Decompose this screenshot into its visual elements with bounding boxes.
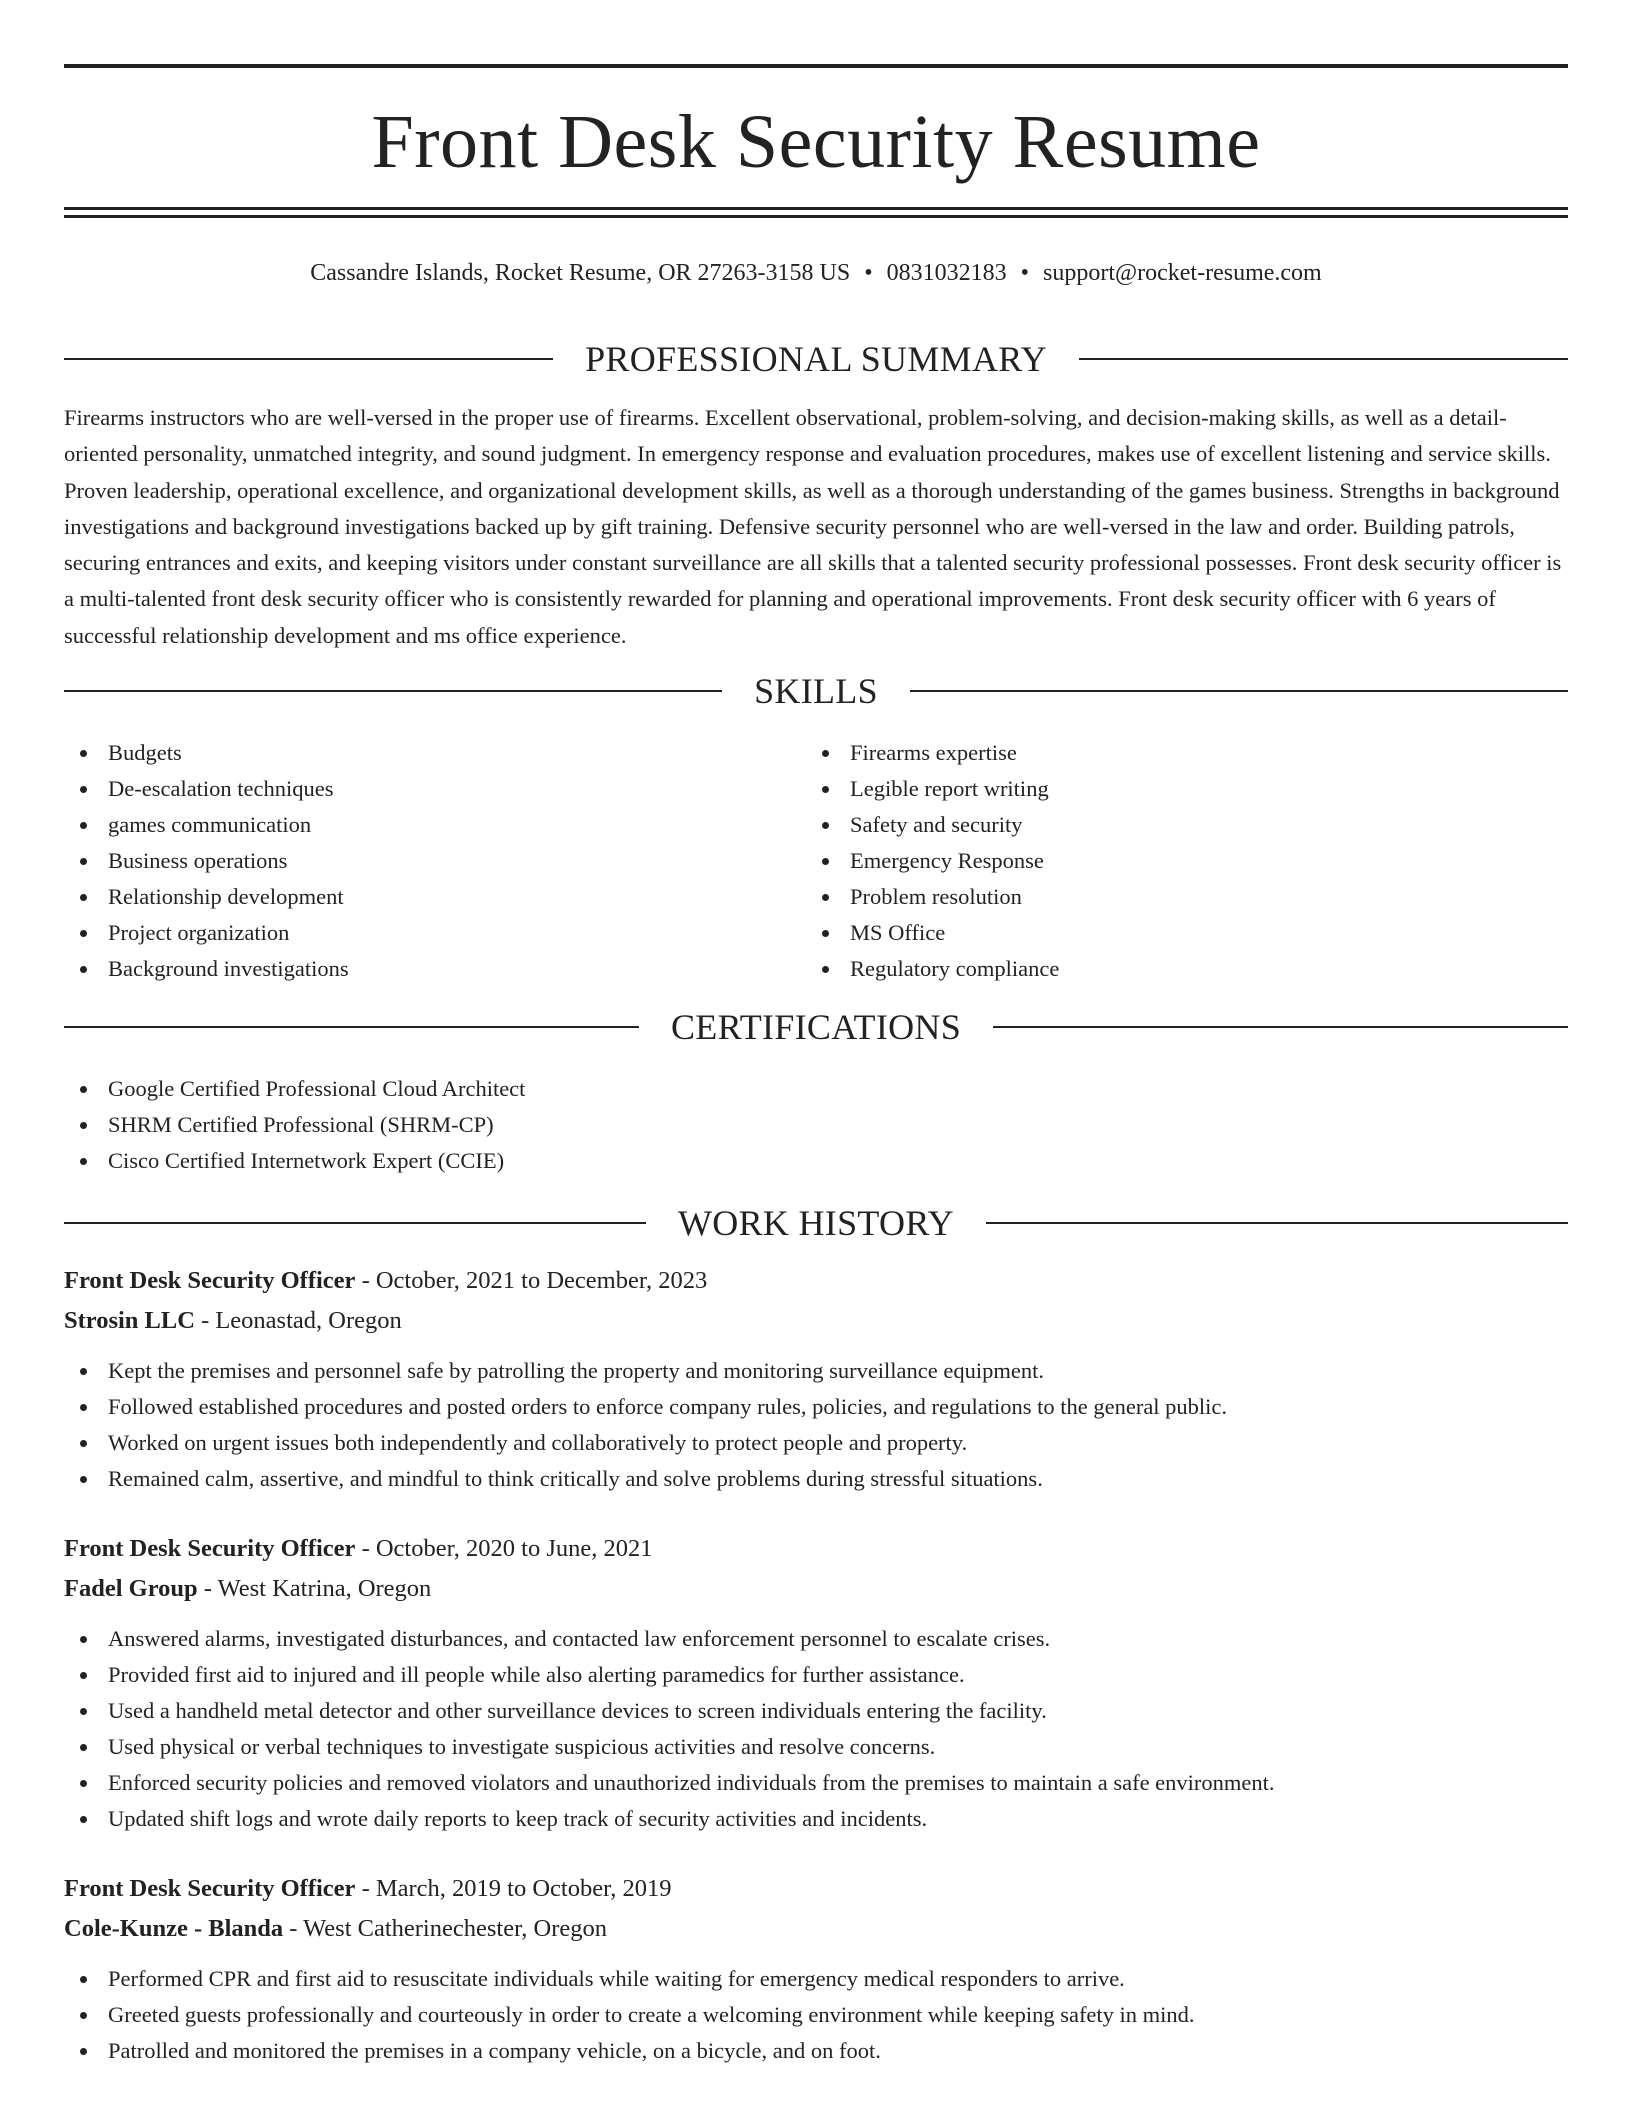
job-title-line <box>64 1529 1568 1569</box>
job-title: Front Desk Security Officer <box>64 1875 356 1903</box>
job-duty: Used a handheld metal detector and other surveillance devices to screen individuals entering the facility. <box>64 1693 1568 1729</box>
job-duty: Patrolled and monitored the premises in a company vehicle, on a bicycle, and on foot. <box>64 2033 1568 2069</box>
job-title: Front Desk Security Officer <box>64 1267 356 1295</box>
job-title-line <box>64 1869 1568 1909</box>
skill-item: Regulatory compliance <box>806 951 1548 987</box>
job-duty: Updated shift logs and wrote daily reports to keep track of security activities and incidents. <box>64 1801 1568 1837</box>
section-title: SKILLS <box>754 671 878 712</box>
certification-item: Cisco Certified Internetwork Expert (CCIE) <box>64 1143 1568 1179</box>
job-company-line <box>64 1909 1568 1949</box>
job-dates: - March, 2019 to October, 2019 <box>361 1875 672 1903</box>
resume-title: Front Desk Security Resume <box>371 100 1261 184</box>
job-duties-list <box>64 1961 1568 2069</box>
contact-phone: 0831032183 <box>886 260 1007 286</box>
skill-item: Background investigations <box>64 951 806 987</box>
job-company: Strosin LLC <box>64 1307 195 1335</box>
skills-list-left <box>64 735 806 987</box>
job-location: - West Katrina, Oregon <box>203 1575 432 1603</box>
section-title: PROFESSIONAL SUMMARY <box>585 339 1047 379</box>
contact-line <box>64 256 1568 290</box>
skill-item: Safety and security <box>806 807 1548 843</box>
job-duty: Answered alarms, investigated disturbances, and contacted law enforcement personnel to escalate crises. <box>64 1621 1568 1657</box>
job-duty: Kept the premises and personnel safe by patrolling the property and monitoring surveillance equipment. <box>64 1353 1568 1389</box>
job-duty: Worked on urgent issues both independently and collaboratively to protect people and property. <box>64 1425 1568 1461</box>
certification-item: Google Certified Professional Cloud Architect <box>64 1071 1568 1107</box>
job-title: Front Desk Security Officer <box>64 1535 356 1563</box>
job-location: - West Catherinechester, Oregon <box>289 1915 607 1943</box>
skill-item: games communication <box>64 807 806 843</box>
skills-grid <box>64 735 1568 987</box>
job-duty: Remained calm, assertive, and mindful to think critically and solve problems during stressful situations. <box>64 1461 1568 1497</box>
contact-email[interactable]: support@rocket-resume.com <box>1043 260 1322 286</box>
skill-item: Budgets <box>64 735 806 771</box>
job-duty: Greeted guests professionally and courteously in order to create a welcoming environment while keeping safety in mind. <box>64 1997 1568 2033</box>
job-duty: Provided first aid to injured and ill people while also alerting paramedics for further assistance. <box>64 1657 1568 1693</box>
job-dates: - October, 2021 to December, 2023 <box>361 1267 708 1295</box>
section-header-certifications <box>64 1007 1568 1048</box>
job-entry <box>64 1869 1568 2069</box>
skills-list-right <box>806 735 1548 987</box>
summary-paragraph: Firearms instructors who are well-versed in the proper use of firearms. Excellent observational, problem-solving, and decision-making skills, as well as a detail-oriented personality, unmatched integrity, and sound judgment. In emergency response and evaluation procedures, makes use of excellent listening and service skills. Proven leadership, operational excellence, and organizational development skills, as well as a thorough understanding of the games business. Strengths in background investigations and background investigations backed up by gift training. Defensive security personnel who are well-versed in the law and order. Building patrols, securing entrances and exits, and keeping visitors under constant surveillance are all skills that a talented security professional possesses. Front desk security officer is a multi-talented front desk security officer who is consistently rewarded for planning and operational improvements. Front desk security officer with 6 years of successful relationship development and ms office experience. <box>64 405 1562 648</box>
skill-item: Legible report writing <box>806 771 1548 807</box>
skill-item: Business operations <box>64 843 806 879</box>
section-rule-right <box>993 1026 1568 1028</box>
section-header-skills <box>64 671 1568 712</box>
contact-address: Cassandre Islands, Rocket Resume, OR 27263-3158 US <box>310 260 851 286</box>
job-duty: Performed CPR and first aid to resuscitate individuals while waiting for emergency medical responders to arrive. <box>64 1961 1568 1997</box>
section-header-work-history <box>64 1203 1568 1244</box>
skill-item: Problem resolution <box>806 879 1548 915</box>
section-header-summary <box>64 341 1568 377</box>
header-double-rule <box>64 207 1568 218</box>
section-rule-right <box>986 1222 1568 1224</box>
contact-separator: • <box>864 260 873 286</box>
job-company: Cole-Kunze - Blanda <box>64 1915 284 1943</box>
section-rule-left <box>64 690 722 692</box>
section-title: WORK HISTORY <box>678 1203 954 1244</box>
job-duties-list <box>64 1353 1568 1497</box>
job-title-line <box>64 1261 1568 1301</box>
section-rule-right <box>1079 358 1568 360</box>
contact-separator: • <box>1020 260 1030 286</box>
certification-item: SHRM Certified Professional (SHRM-CP) <box>64 1107 1568 1143</box>
job-duty: Followed established procedures and posted orders to enforce company rules, policies, and regulations to the general public. <box>64 1389 1568 1425</box>
job-company: Fadel Group <box>64 1575 198 1603</box>
job-company-line <box>64 1569 1568 1609</box>
section-title: CERTIFICATIONS <box>670 1007 962 1048</box>
job-entry <box>64 1529 1568 1837</box>
job-duty: Enforced security policies and removed violators and unauthorized individuals from the premises to maintain a safe environment. <box>64 1765 1568 1801</box>
section-rule-left <box>64 358 553 360</box>
skill-item: De-escalation techniques <box>64 771 806 807</box>
section-rule-left <box>64 1026 639 1028</box>
certifications-list <box>64 1071 1568 1179</box>
skill-item: Relationship development <box>64 879 806 915</box>
job-dates: - October, 2020 to June, 2021 <box>361 1535 653 1563</box>
skill-item: Emergency Response <box>806 843 1548 879</box>
job-entry <box>64 1261 1568 1497</box>
job-duty: Used physical or verbal techniques to investigate suspicious activities and resolve concerns. <box>64 1729 1568 1765</box>
job-company-line <box>64 1301 1568 1341</box>
skill-item: MS Office <box>806 915 1548 951</box>
section-rule-left <box>64 1222 646 1224</box>
job-location: - Leonastad, Oregon <box>201 1307 402 1335</box>
section-rule-right <box>910 690 1568 692</box>
skill-item: Project organization <box>64 915 806 951</box>
job-duties-list <box>64 1621 1568 1837</box>
resume-page <box>64 64 1568 2069</box>
skill-item: Firearms expertise <box>806 735 1548 771</box>
